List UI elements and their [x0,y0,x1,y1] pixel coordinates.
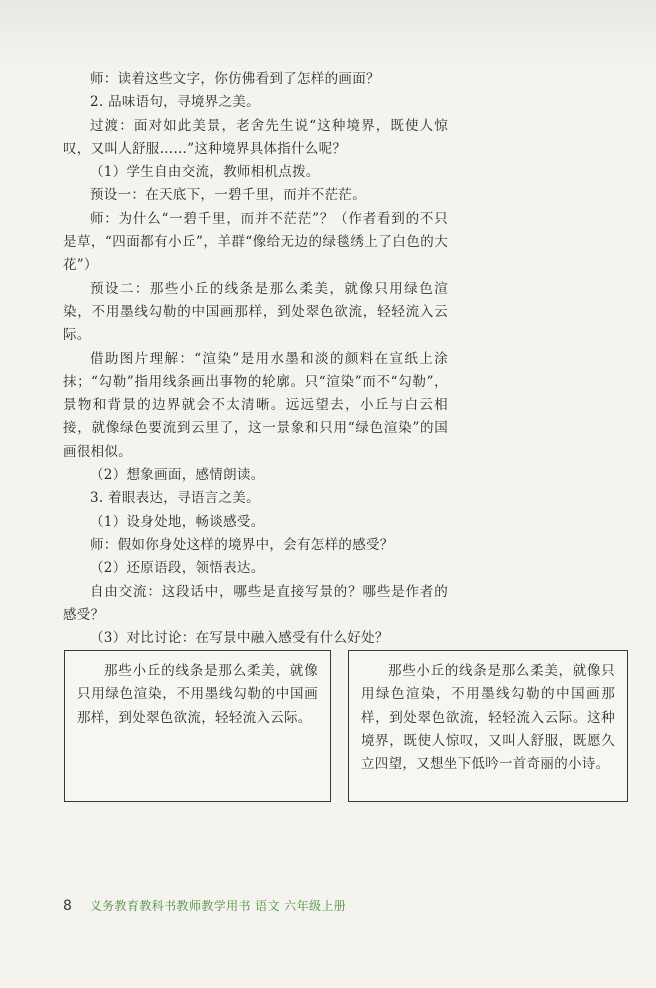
page-footer [63,897,346,914]
comparison-box-extended [348,650,628,802]
comparison-text-extended: 那些小丘的线条是那么柔美，就像只用绿色渲染，不用墨线勾勒的中国画那样，到处翠色欲流，轻轻流入云际。这种境界，既使人惊叹，又叫人舒服，既愿久立四望，又想坐下低吟一首奇丽的小诗。 [361,663,615,773]
paragraph: 师：读着这些文字，你仿佛看到了怎样的画面？ [90,71,380,87]
paragraph: 借助图片理解：“渲染”是用水墨和淡的颜料在宣纸上涂抹；“勾勒”指用线条画出事物的轮廓。只“渲染”而不“勾勒”，景物和背景的边界就会不太清晰。远远望去，小丘与白云相接，就像绿色要流到云里了，这一景象和只用“绿色渲染”的国画很相似。 [63,350,448,460]
paragraph: 2. 品味语句，寻境界之美。 [90,94,260,111]
paragraph: （3）对比讨论：在写景中融入感受有什么好处？ [90,630,389,647]
page-number: 8 [63,898,72,914]
paragraph: （1）学生自由交流，教师相机点拨。 [90,164,320,181]
paragraph: （1）设身处地，畅谈感受。 [90,513,265,530]
paragraph: 预设二：那些小丘的线条是那么柔美，就像只用绿色渲染，不用墨线勾勒的中国画那样，到处翠色欲流，轻轻流入云际。 [63,280,448,344]
page-top-shade [0,0,656,70]
comparison-box-original [64,650,331,802]
paragraph: （2）还原语段，领悟表达。 [90,560,265,577]
paragraph: 预设一：在天底下，一碧千里，而并不茫茫。 [90,187,366,204]
paragraph: 师：假如你身处这样的境界中，会有怎样的感受？ [90,536,394,553]
paragraph: 过渡：面对如此美景，老舍先生说“这种境界，既使人惊叹，又叫人舒服……”这种境界具体指什么呢？ [63,117,448,157]
paragraph: 师：为什么“一碧千里，而并不茫茫”？（作者看到的不只是草，“四面都有小丘”，羊群“像给无边的绿毯绣上了白色的大花”） [63,210,448,274]
book-title: 义务教育教科书教师教学用书 语文 六年级上册 [89,899,347,913]
paragraph: 自由交流：这段话中，哪些是直接写景的？哪些是作者的感受？ [63,583,448,623]
body-text [63,68,448,650]
paragraph: 3. 着眼表达，寻语言之美。 [90,490,260,507]
paragraph: （2）想象画面，感情朗读。 [90,467,265,484]
comparison-text-original: 那些小丘的线条是那么柔美，就像只用绿色渲染，不用墨线勾勒的中国画那样，到处翠色欲流，轻轻流入云际。 [77,663,318,726]
